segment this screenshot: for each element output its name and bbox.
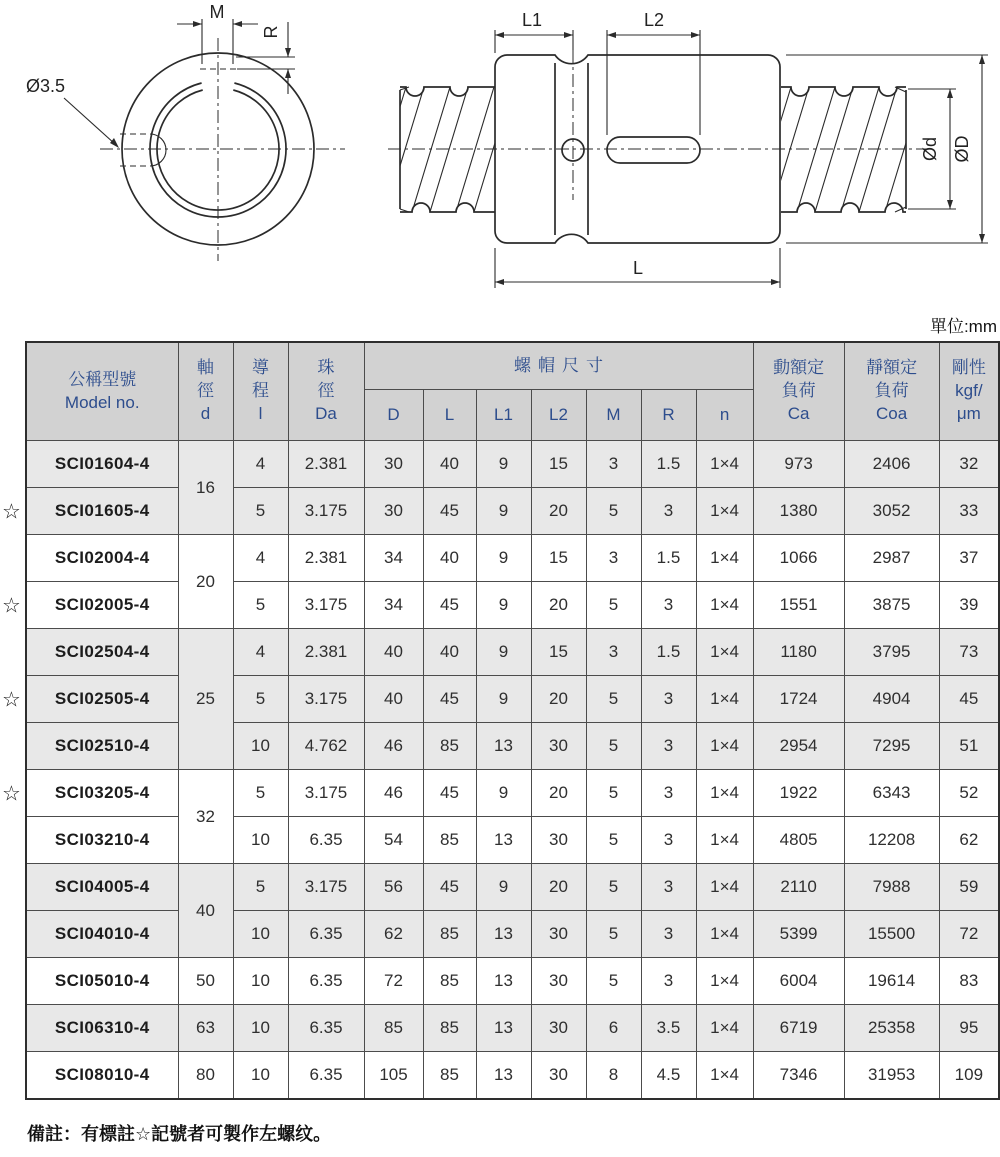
cell-dynamic-load: 973 xyxy=(753,441,844,488)
table-row xyxy=(26,958,999,1005)
cell-rigidity: 109 xyxy=(939,1052,999,1100)
cell-dynamic-load: 4805 xyxy=(753,817,844,864)
cell-static-load: 6343 xyxy=(844,770,939,817)
table-row xyxy=(26,1052,999,1100)
header-rigidity: 剛性 kgf/ μm xyxy=(939,342,999,441)
cell-M: 5 xyxy=(586,958,641,1005)
cell-dynamic-load: 1066 xyxy=(753,535,844,582)
dim-label-l: L xyxy=(632,258,644,278)
cell-static-load: 25358 xyxy=(844,1005,939,1052)
cell-L: 85 xyxy=(423,723,476,770)
cell-dynamic-load: 1551 xyxy=(753,582,844,629)
cell-rigidity: 59 xyxy=(939,864,999,911)
cell-ball-diameter: 2.381 xyxy=(288,441,364,488)
cell-dynamic-load: 6719 xyxy=(753,1005,844,1052)
cell-L2: 20 xyxy=(531,676,586,723)
cell-ball-diameter: 6.35 xyxy=(288,958,364,1005)
cell-lead: 5 xyxy=(233,770,288,817)
cell-D: 34 xyxy=(364,535,423,582)
dim-label-oil-hole-diameter: Ø3.5 xyxy=(26,76,66,96)
cell-shaft-diameter: 25 xyxy=(178,629,233,770)
cell-R: 3 xyxy=(641,770,696,817)
cell-lead: 5 xyxy=(233,488,288,535)
table-zone xyxy=(0,341,1000,1100)
dim-label-screw-diameter: Ød xyxy=(920,136,940,162)
cell-L1: 9 xyxy=(476,582,531,629)
cell-dynamic-load: 7346 xyxy=(753,1052,844,1100)
cell-dynamic-load: 1180 xyxy=(753,629,844,676)
header-shaft-diameter: 軸 徑 d xyxy=(178,342,233,441)
left-thread-star-marker: ☆ xyxy=(2,594,21,617)
cell-L1: 9 xyxy=(476,488,531,535)
cell-R: 1.5 xyxy=(641,535,696,582)
cell-n: 1×4 xyxy=(696,723,753,770)
cell-M: 5 xyxy=(586,582,641,629)
cell-L1: 9 xyxy=(476,441,531,488)
cell-L1: 9 xyxy=(476,535,531,582)
header-model xyxy=(26,342,178,441)
cell-ball-diameter: 3.175 xyxy=(288,676,364,723)
cell-M: 5 xyxy=(586,488,641,535)
cell-M: 3 xyxy=(586,629,641,676)
cell-M: 3 xyxy=(586,535,641,582)
table-row xyxy=(26,817,999,864)
cell-dynamic-load: 1724 xyxy=(753,676,844,723)
header-dynamic-load: 動額定 負荷 Ca xyxy=(753,342,844,441)
cell-model: SCI03210-4 xyxy=(26,817,178,864)
cell-L1: 13 xyxy=(476,817,531,864)
cell-ball-diameter: 6.35 xyxy=(288,1052,364,1100)
header-col-D: D xyxy=(364,390,423,441)
cell-ball-diameter: 3.175 xyxy=(288,582,364,629)
cell-M: 6 xyxy=(586,1005,641,1052)
cell-L: 45 xyxy=(423,864,476,911)
cell-L: 85 xyxy=(423,1052,476,1100)
cell-ball-diameter: 2.381 xyxy=(288,629,364,676)
cell-D: 56 xyxy=(364,864,423,911)
cell-n: 1×4 xyxy=(696,582,753,629)
cell-M: 3 xyxy=(586,441,641,488)
cell-L: 45 xyxy=(423,582,476,629)
left-thread-star-marker: ☆ xyxy=(2,782,21,805)
table-row xyxy=(26,911,999,958)
cell-L2: 30 xyxy=(531,958,586,1005)
nut-body xyxy=(495,30,780,243)
cell-R: 1.5 xyxy=(641,441,696,488)
cell-D: 72 xyxy=(364,958,423,1005)
header-model-zh: 公稱型號 xyxy=(68,369,137,389)
cell-n: 1×4 xyxy=(696,629,753,676)
cell-rigidity: 83 xyxy=(939,958,999,1005)
cell-shaft-diameter: 20 xyxy=(178,535,233,629)
cell-L: 85 xyxy=(423,817,476,864)
cell-M: 5 xyxy=(586,676,641,723)
cell-n: 1×4 xyxy=(696,864,753,911)
cell-D: 105 xyxy=(364,1052,423,1100)
cell-lead: 4 xyxy=(233,535,288,582)
cell-R: 3 xyxy=(641,676,696,723)
table-row xyxy=(26,1005,999,1052)
header-lead: 導 程 l xyxy=(233,342,288,441)
cell-L2: 30 xyxy=(531,723,586,770)
cell-n: 1×4 xyxy=(696,441,753,488)
cell-model: SCI02505-4 xyxy=(26,676,178,723)
cell-model: SCI02005-4 xyxy=(26,582,178,629)
cell-D: 30 xyxy=(364,488,423,535)
cell-lead: 5 xyxy=(233,864,288,911)
cell-model: SCI04005-4 xyxy=(26,864,178,911)
header-static-load: 靜額定 負荷 Coa xyxy=(844,342,939,441)
cell-rigidity: 39 xyxy=(939,582,999,629)
cell-ball-diameter: 3.175 xyxy=(288,864,364,911)
nut-cross-section-view xyxy=(26,2,345,261)
cell-n: 1×4 xyxy=(696,676,753,723)
cell-L: 40 xyxy=(423,441,476,488)
header-col-n: n xyxy=(696,390,753,441)
cell-D: 40 xyxy=(364,629,423,676)
cell-L1: 13 xyxy=(476,723,531,770)
header-col-L: L xyxy=(423,390,476,441)
cell-D: 30 xyxy=(364,441,423,488)
unit-label: 單位:mm xyxy=(929,317,997,336)
cell-model: SCI02004-4 xyxy=(26,535,178,582)
header-col-M: M xyxy=(586,390,641,441)
left-thread-star-marker: ☆ xyxy=(2,500,21,523)
cell-L1: 9 xyxy=(476,629,531,676)
cell-M: 5 xyxy=(586,723,641,770)
cell-n: 1×4 xyxy=(696,817,753,864)
cell-ball-diameter: 3.175 xyxy=(288,488,364,535)
cell-D: 46 xyxy=(364,770,423,817)
cell-R: 3 xyxy=(641,723,696,770)
cell-M: 5 xyxy=(586,864,641,911)
cell-R: 3 xyxy=(641,582,696,629)
cell-static-load: 2987 xyxy=(844,535,939,582)
cell-rigidity: 37 xyxy=(939,535,999,582)
keyway-slot xyxy=(607,137,700,163)
cell-L: 85 xyxy=(423,1005,476,1052)
cell-L1: 13 xyxy=(476,911,531,958)
cell-model: SCI01605-4 xyxy=(26,488,178,535)
cell-L2: 30 xyxy=(531,817,586,864)
cell-static-load: 7295 xyxy=(844,723,939,770)
cell-ball-diameter: 6.35 xyxy=(288,817,364,864)
ballscrew-technical-drawing xyxy=(0,2,1000,302)
cell-D: 62 xyxy=(364,911,423,958)
cell-L2: 30 xyxy=(531,911,586,958)
cell-R: 3 xyxy=(641,911,696,958)
cell-dynamic-load: 1922 xyxy=(753,770,844,817)
cell-static-load: 7988 xyxy=(844,864,939,911)
cell-n: 1×4 xyxy=(696,535,753,582)
cell-static-load: 19614 xyxy=(844,958,939,1005)
cell-R: 3 xyxy=(641,488,696,535)
cell-dynamic-load: 6004 xyxy=(753,958,844,1005)
cell-L1: 13 xyxy=(476,1005,531,1052)
cell-lead: 10 xyxy=(233,723,288,770)
cell-n: 1×4 xyxy=(696,1005,753,1052)
cell-L1: 13 xyxy=(476,958,531,1005)
cell-M: 5 xyxy=(586,911,641,958)
cell-shaft-diameter: 50 xyxy=(178,958,233,1005)
table-row xyxy=(26,582,999,629)
cell-ball-diameter: 3.175 xyxy=(288,770,364,817)
cell-static-load: 12208 xyxy=(844,817,939,864)
cell-L2: 15 xyxy=(531,629,586,676)
cell-dynamic-load: 2954 xyxy=(753,723,844,770)
cell-L1: 9 xyxy=(476,770,531,817)
cell-lead: 4 xyxy=(233,441,288,488)
cell-lead: 10 xyxy=(233,1052,288,1100)
header-nut-dimensions: 螺帽尺寸 xyxy=(364,342,753,390)
cell-D: 54 xyxy=(364,817,423,864)
cell-L1: 9 xyxy=(476,864,531,911)
dim-label-l1: L1 xyxy=(521,10,543,30)
cell-static-load: 15500 xyxy=(844,911,939,958)
cell-lead: 5 xyxy=(233,676,288,723)
cell-dynamic-load: 1380 xyxy=(753,488,844,535)
cell-n: 1×4 xyxy=(696,488,753,535)
cell-R: 3 xyxy=(641,864,696,911)
cell-rigidity: 51 xyxy=(939,723,999,770)
dim-label-r: R xyxy=(261,25,281,39)
cell-rigidity: 33 xyxy=(939,488,999,535)
cell-n: 1×4 xyxy=(696,1052,753,1100)
cell-rigidity: 62 xyxy=(939,817,999,864)
header-model-en: Model no. xyxy=(64,392,140,412)
cell-n: 1×4 xyxy=(696,911,753,958)
cell-static-load: 31953 xyxy=(844,1052,939,1100)
left-thread-star-marker: ☆ xyxy=(2,688,21,711)
table-row xyxy=(26,535,999,582)
cell-lead: 10 xyxy=(233,911,288,958)
cell-D: 34 xyxy=(364,582,423,629)
cell-shaft-diameter: 63 xyxy=(178,1005,233,1052)
cell-L1: 9 xyxy=(476,676,531,723)
cell-L: 40 xyxy=(423,629,476,676)
cell-D: 40 xyxy=(364,676,423,723)
cell-L: 85 xyxy=(423,958,476,1005)
cell-model: SCI03205-4 xyxy=(26,770,178,817)
cell-L: 85 xyxy=(423,911,476,958)
cell-shaft-diameter: 40 xyxy=(178,864,233,958)
cell-lead: 10 xyxy=(233,817,288,864)
cell-lead: 10 xyxy=(233,958,288,1005)
cell-dynamic-load: 2110 xyxy=(753,864,844,911)
cell-L2: 15 xyxy=(531,441,586,488)
cell-n: 1×4 xyxy=(696,958,753,1005)
cell-rigidity: 32 xyxy=(939,441,999,488)
cell-model: SCI08010-4 xyxy=(26,1052,178,1100)
cell-R: 3 xyxy=(641,817,696,864)
table-row xyxy=(26,864,999,911)
cell-lead: 4 xyxy=(233,629,288,676)
cell-static-load: 2406 xyxy=(844,441,939,488)
cell-ball-diameter: 6.35 xyxy=(288,1005,364,1052)
cell-model: SCI02504-4 xyxy=(26,629,178,676)
cell-M: 8 xyxy=(586,1052,641,1100)
cell-ball-diameter: 2.381 xyxy=(288,535,364,582)
cell-L: 45 xyxy=(423,488,476,535)
spec-table xyxy=(25,341,1000,1100)
spec-table-body xyxy=(26,441,999,1100)
cell-lead: 10 xyxy=(233,1005,288,1052)
cell-L1: 13 xyxy=(476,1052,531,1100)
header-col-L1: L1 xyxy=(476,390,531,441)
table-row xyxy=(26,488,999,535)
cell-L: 45 xyxy=(423,676,476,723)
dim-label-l2: L2 xyxy=(643,10,665,30)
cell-ball-diameter: 6.35 xyxy=(288,911,364,958)
table-row xyxy=(26,629,999,676)
cell-shaft-diameter: 80 xyxy=(178,1052,233,1100)
cell-L: 45 xyxy=(423,770,476,817)
header-col-L2: L2 xyxy=(531,390,586,441)
cell-lead: 5 xyxy=(233,582,288,629)
cell-ball-diameter: 4.762 xyxy=(288,723,364,770)
cell-n: 1×4 xyxy=(696,770,753,817)
footnote: 備註：有標註☆記號者可製作左螺纹。 xyxy=(27,1124,332,1144)
cell-model: SCI05010-4 xyxy=(26,958,178,1005)
table-row xyxy=(26,770,999,817)
cell-L: 40 xyxy=(423,535,476,582)
cell-rigidity: 72 xyxy=(939,911,999,958)
cell-L2: 20 xyxy=(531,488,586,535)
cell-R: 3 xyxy=(641,958,696,1005)
cell-L2: 20 xyxy=(531,582,586,629)
table-row xyxy=(26,723,999,770)
cell-dynamic-load: 5399 xyxy=(753,911,844,958)
dim-label-nut-diameter: ØD xyxy=(952,135,972,163)
cell-shaft-diameter: 32 xyxy=(178,770,233,864)
header-ball-diameter: 珠 徑 Da xyxy=(288,342,364,441)
cell-static-load: 4904 xyxy=(844,676,939,723)
cell-model: SCI02510-4 xyxy=(26,723,178,770)
cell-M: 5 xyxy=(586,770,641,817)
cell-model: SCI06310-4 xyxy=(26,1005,178,1052)
cell-static-load: 3052 xyxy=(844,488,939,535)
cell-rigidity: 73 xyxy=(939,629,999,676)
cell-D: 85 xyxy=(364,1005,423,1052)
dim-label-m: M xyxy=(209,2,225,22)
cell-M: 5 xyxy=(586,817,641,864)
table-row xyxy=(26,676,999,723)
cell-L2: 20 xyxy=(531,864,586,911)
ballscrew-side-view xyxy=(368,10,988,288)
cell-L2: 20 xyxy=(531,770,586,817)
cell-L2: 15 xyxy=(531,535,586,582)
cell-model: SCI01604-4 xyxy=(26,441,178,488)
cell-static-load: 3875 xyxy=(844,582,939,629)
cell-R: 1.5 xyxy=(641,629,696,676)
cell-model: SCI04010-4 xyxy=(26,911,178,958)
cell-D: 46 xyxy=(364,723,423,770)
cell-rigidity: 45 xyxy=(939,676,999,723)
cell-R: 4.5 xyxy=(641,1052,696,1100)
cell-L2: 30 xyxy=(531,1005,586,1052)
header-col-R: R xyxy=(641,390,696,441)
cell-rigidity: 52 xyxy=(939,770,999,817)
cell-R: 3.5 xyxy=(641,1005,696,1052)
cell-shaft-diameter: 16 xyxy=(178,441,233,535)
cell-L2: 30 xyxy=(531,1052,586,1100)
cell-rigidity: 95 xyxy=(939,1005,999,1052)
table-row xyxy=(26,441,999,488)
cell-static-load: 3795 xyxy=(844,629,939,676)
